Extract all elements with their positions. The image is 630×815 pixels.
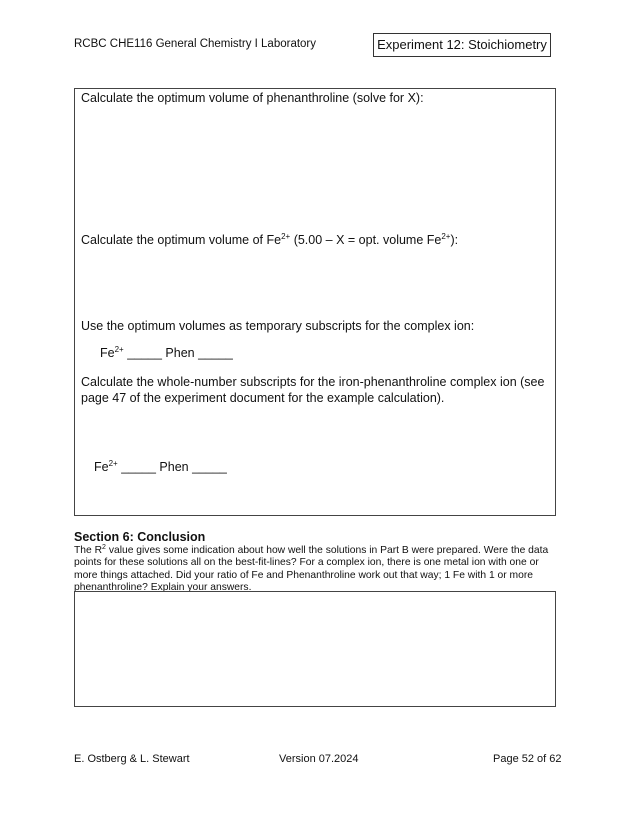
fe-prompt-end: ):	[450, 233, 459, 247]
whole-number-line-2: page 47 of the experiment document for the example calculation).	[81, 391, 445, 405]
fe-charge: 2+	[114, 345, 124, 354]
conclusion-line-2: points for these solutions all on the best-fit-lines? For a complex ion, there is one metal ion with one or	[74, 557, 539, 569]
conclusion-line-1-rest: value gives some indication about how well the solutions in Part B were prepared. Were the data	[105, 545, 549, 556]
calculation-box[interactable]	[74, 88, 556, 516]
header-course: RCBC CHE116 General Chemistry I Laboratory	[74, 38, 317, 50]
r-squared-sup: 2	[102, 544, 106, 551]
conclusion-prompt	[74, 545, 564, 595]
conclusion-line-3: more things attached. Did your ratio of Fe and Phenanthroline work out that way; 1 Fe with 1 or more	[74, 569, 534, 581]
footer-page-number: Page 52 of 62	[493, 753, 562, 765]
conclusion-answer-box[interactable]	[74, 591, 556, 707]
whole-number-prompt	[81, 374, 544, 406]
fe-charge: 2+	[281, 232, 291, 241]
temp-blanks[interactable]: _____ Phen _____	[123, 346, 233, 360]
final-blanks[interactable]: _____ Phen _____	[117, 460, 227, 474]
temp-formula-line[interactable]	[100, 345, 233, 361]
fe-prompt-text: Calculate the optimum volume of Fe	[81, 233, 282, 247]
conclusion-line-1	[74, 545, 564, 557]
fe-prompt-mid: (5.00 – X = opt. volume Fe	[290, 233, 442, 247]
fe-symbol: Fe	[94, 460, 109, 474]
header-experiment-box: Experiment 12: Stoichiometry	[373, 33, 551, 57]
final-formula-line[interactable]	[94, 459, 227, 475]
conclusion-line-4: phenanthroline? Explain your answers.	[74, 582, 252, 594]
section-title: Section 6: Conclusion	[74, 530, 206, 544]
r-text: The R	[74, 545, 103, 556]
fe-volume-prompt	[81, 232, 458, 248]
footer-authors: E. Ostberg & L. Stewart	[74, 753, 190, 765]
fe-charge: 2+	[108, 459, 118, 468]
fe-charge-2: 2+	[441, 232, 451, 241]
phen-volume-prompt: Calculate the optimum volume of phenanthroline (solve for X):	[81, 91, 424, 105]
footer-version: Version 07.2024	[279, 753, 359, 765]
whole-number-line-1: Calculate the whole-number subscripts for the iron-phenanthroline complex ion (see	[81, 375, 545, 389]
temp-subscripts-prompt: Use the optimum volumes as temporary subscripts for the complex ion:	[81, 319, 475, 333]
fe-symbol: Fe	[100, 346, 115, 360]
